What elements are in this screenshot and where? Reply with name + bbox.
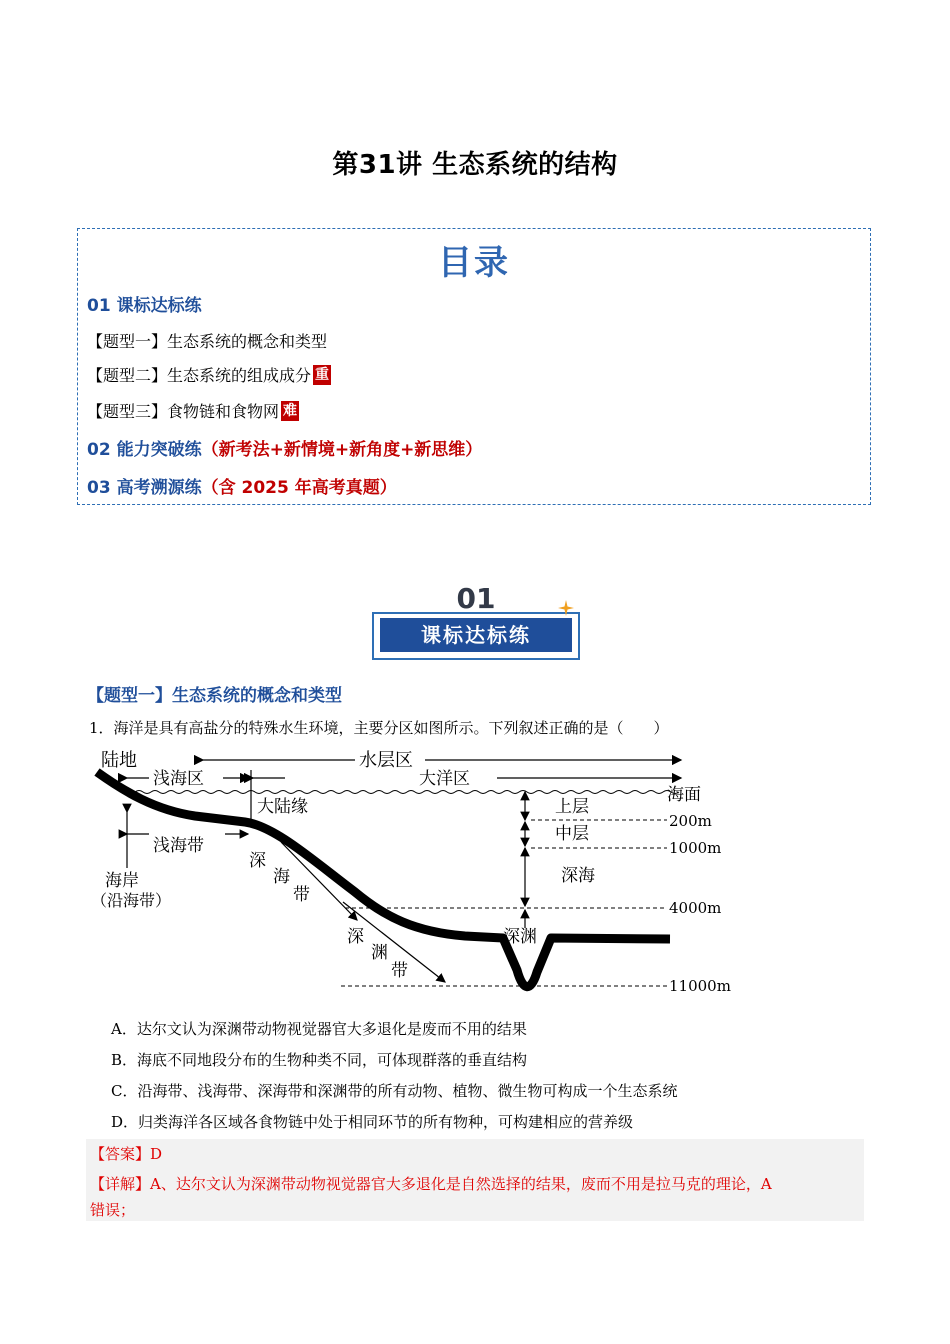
- toc-section-2[interactable]: 02 能力突破练（新考法+新情境+新角度+新思维）: [87, 440, 483, 460]
- toc-item-3[interactable]: 【题型三】食物链和食物网 难: [87, 402, 298, 421]
- depth-4000-label: 4000m: [669, 899, 722, 917]
- depth-1000-label: 1000m: [669, 839, 722, 857]
- abyss-belt-char-1: 深: [347, 927, 364, 947]
- depth-11000-label: 11000m: [669, 977, 731, 995]
- abyss-belt-char-3: 带: [391, 961, 408, 981]
- option-b[interactable]: B．海底不同地段分布的生物种类不同，可体现群落的垂直结构: [111, 1051, 528, 1069]
- toc-section-1[interactable]: 01 课标达标练: [87, 296, 202, 316]
- depth-200-label: 200m: [669, 812, 712, 830]
- coast-label: 海岸: [105, 871, 139, 891]
- answer-detail-line-1: 【详解】A、达尔文认为深渊带动物视觉器官大多退化是自然选择的结果，废而不用是拉马克的理论，A: [90, 1175, 772, 1193]
- sea-surface-label: 海面: [667, 785, 701, 805]
- upper-layer-label: 上层: [555, 797, 589, 817]
- toc-heading: 目录: [438, 243, 510, 283]
- continental-margin-label: 大陆缘: [257, 797, 308, 817]
- deep-sea-label: 深海: [561, 866, 595, 886]
- question-type-heading: 【题型一】生态系统的概念和类型: [87, 686, 342, 706]
- toc-item-2[interactable]: 【题型二】生态系统的组成成分 重: [87, 366, 330, 385]
- deep-belt-char-3: 带: [293, 885, 310, 905]
- difficult-badge: 难: [283, 403, 298, 419]
- option-c[interactable]: C．沿海带、浅海带、深海带和深渊带的所有动物、植物、微生物可构成一个生态系统: [111, 1082, 678, 1100]
- answer-section: [86, 1139, 864, 1221]
- ocean-zone-label: 大洋区: [419, 769, 470, 789]
- toc-section-3[interactable]: 03 高考溯源练（含 2025 年高考真题）: [87, 478, 397, 498]
- middle-layer-label: 中层: [555, 824, 589, 844]
- table-of-contents: [77, 228, 871, 505]
- section-banner: [370, 578, 582, 664]
- deep-belt-char-1: 深: [249, 851, 266, 871]
- key-point-badge: 重: [315, 367, 330, 383]
- answer-label: 【答案】D: [90, 1145, 163, 1163]
- option-d[interactable]: D．归类海洋各区域各食物链中处于相同环节的所有物种，可构建相应的营养级: [111, 1113, 634, 1131]
- shallow-belt-label: 浅海带: [153, 836, 204, 856]
- sparkle-icon: [556, 598, 576, 618]
- coastal-belt-label: （沿海带）: [91, 891, 172, 910]
- water-zone-label: 水层区: [359, 750, 413, 771]
- abyss-label: 深渊: [503, 927, 537, 947]
- answer-detail-line-2: 错误；: [90, 1201, 136, 1219]
- sea-surface-wave: [135, 791, 679, 794]
- abyss-belt-char-2: 渊: [371, 943, 388, 963]
- question-stem: 1．海洋是具有高盐分的特殊水生环境，主要分区如图所示。下列叙述正确的是（ ）: [89, 719, 669, 737]
- section-number: 01: [456, 582, 496, 615]
- land-label: 陆地: [101, 750, 137, 771]
- ocean-zones-diagram: [85, 742, 765, 1004]
- shallow-zone-label: 浅海区: [153, 769, 204, 789]
- option-a[interactable]: A．达尔文认为深渊带动物视觉器官大多退化是废而不用的结果: [111, 1020, 527, 1038]
- deep-belt-char-2: 海: [273, 867, 290, 887]
- page-title: 第31讲 生态系统的结构: [332, 150, 618, 180]
- section-label: 课标达标练: [380, 618, 572, 652]
- toc-item-1[interactable]: 【题型一】生态系统的概念和类型: [87, 332, 328, 351]
